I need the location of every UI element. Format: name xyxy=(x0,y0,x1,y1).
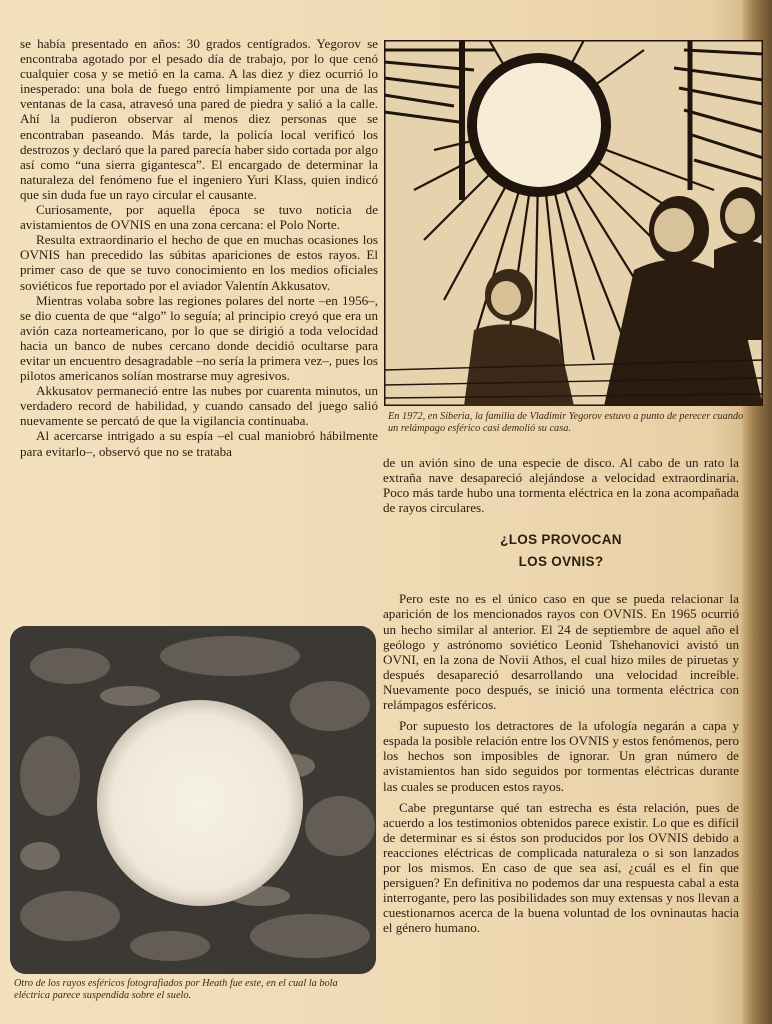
left-text-column xyxy=(20,36,378,459)
figure-caption-top: En 1972, en Siberia, la familia de Vladimir Yegorov estuvo a punto de perecer cuando un relámpago esférico casi demolió su casa. xyxy=(388,411,744,434)
body-paragraph: Cabe preguntarse qué tan estrecha es ésta relación, pues de acuerdo a los testimonios obtenidos parece existir. Lo que es difícil de determinar es si éstos son producidos por los OVNIS debido a reacciones eléctricas de complicada naturaleza o si son lanzados por los mismos. En caso de que sea así, ¿cuál es el fin que persiguen? En definitiva no podemos dar una respuesta cabal a esta interrogante, pero las posibilidades son muy extensas y nos llevan a cuestionarnos acerca de la buena voluntad de los ovninautas hacia el género humano. xyxy=(383,799,739,936)
body-paragraph: Mientras volaba sobre las regiones polares del norte –en 1956–, se dio cuenta de que “algo” lo seguía; al principio creyó que era un avión caza norteamericano, por lo que se dirigió a toda velocidad hacia un banco de nubes cercano donde decidió ocultarse para evitar un encuentro desagradable –no sería la primera vez–, pues los pilotos americanos solían mostrarse muy agresivos. xyxy=(20,292,378,384)
subheading-line: ¿LOS PROVOCAN xyxy=(500,532,622,548)
body-paragraph: se había presentado en años: 30 grados centígrados. Yegorov se encontraba agotado por el pesado día de trabajo, por lo que cenó cualquier cosa y se metió en la cama. A las diez y diez ocurrió lo inesperado: una bola de fuego entró limpiamente por una de las ventanas de la casa, atravesó una pared de piedra y salió a la calle. Ahí la pudieron observar al menos diez personas que se encontraban paseando. Más tarde, la policía local verificó los destrozos y declaró que la pared parecía haber sido cortada por algo así como “una sierra gigantesca”. El encargado de determinar la naturaleza del fenómeno fue el ingeniero Yuri Klass, quien indicó que sin duda fue un rayo circular el causante. xyxy=(20,36,378,202)
body-paragraph: de un avión sino de una especie de disco. Al cabo de un rato la extraña nave desapareció alejándose a velocidad extraordinaria. Poco más tarde hubo una tormenta eléctrica en la zona acompañada de rayos circulares. xyxy=(383,455,739,516)
figure-caption-bottom: Otro de los rayos esféricos fotografiados por Heath fue este, en el cual la bola eléctrica parece suspendida sobre el suelo. xyxy=(14,978,338,1001)
section-subheading xyxy=(383,529,739,573)
right-text-column xyxy=(383,455,739,935)
subheading-line: LOS OVNIS? xyxy=(518,554,604,570)
engraving-illustration xyxy=(384,40,763,406)
illustration-family-fireball xyxy=(384,40,763,406)
photograph xyxy=(10,626,376,974)
body-paragraph: Curiosamente, por aquella época se tuvo noticia de avistamientos de OVNIS en una zona cercana: el Polo Norte. xyxy=(20,202,378,233)
body-paragraph: Pero este no es el único caso en que se pueda relacionar la aparición de los mencionados rayos con OVNIS. En 1965 ocurrió un hecho similar al anterior. El 24 de septiembre de aquel año el geólogo y astrónomo soviético Leonid Tshehanovici avistó un OVNI, en la zona de Novii Athos, el cual hizo miles de piruetas y después desapareció desarrollando una velocidad increíble. Nuevamente poco después, se inició una tormenta eléctrica con relámpagos esféricos. xyxy=(383,591,739,713)
body-paragraph: Akkusatov permaneció entre las nubes por cuarenta minutos, un verdadero record de habilidad, y cuando cansado del juego salió nuevamente se percató de que la vigilancia continuaba. xyxy=(20,383,378,429)
body-paragraph: Resulta extraordinario el hecho de que en muchas ocasiones los OVNIS han precedido las súbitas apariciones de estos rayos. El primer caso de que se tuvo conocimiento en los medios oficiales soviéticos fue reportado por el aviador Valentín Akkusatov. xyxy=(20,232,378,293)
body-paragraph: Al acercarse intrigado a su espía –el cual maniobró hábilmente para evitarlo–, observó que no se trataba xyxy=(20,428,378,459)
photo-ball-lightning xyxy=(10,626,376,974)
body-paragraph: Por supuesto los detractores de la ufología negarán a capa y espada la posible relación entre los OVNIS y estos fenómenos, pero los hechos son imposibles de ignorar. Un gran número de avistamientos han sido seguidos por tormentas eléctricas durante las cuales se producen estos rayos. xyxy=(383,718,739,794)
